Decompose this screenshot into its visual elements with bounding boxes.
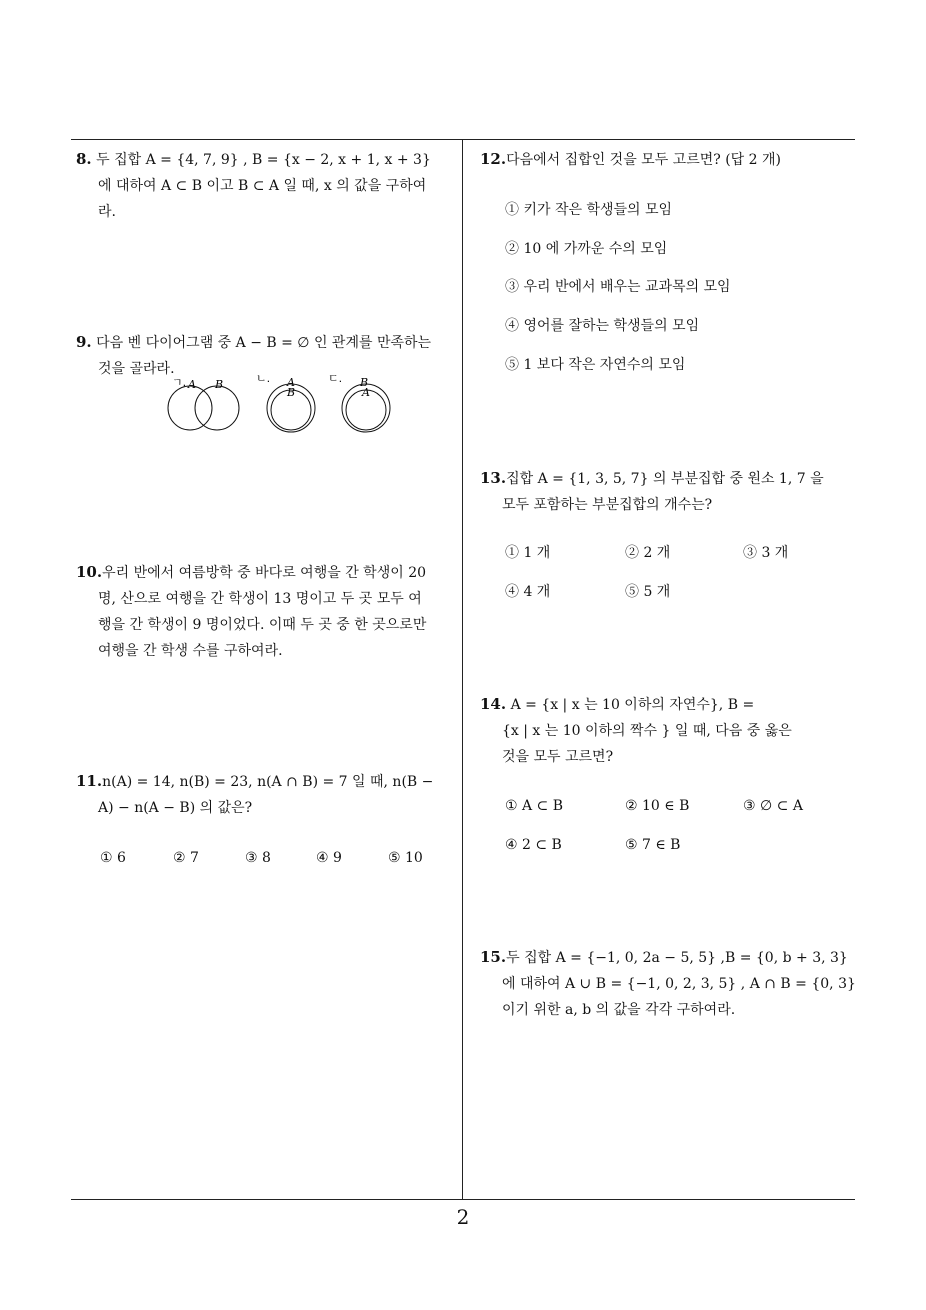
question-text: 이기 위한 a, b 의 값을 각각 구하여라. xyxy=(502,1002,736,1018)
choice-item[interactable]: ④ 영어를 잘하는 학생들의 모임 xyxy=(505,318,700,334)
venn-circle xyxy=(195,386,239,430)
venn-mark: ㄴ. xyxy=(256,372,271,385)
question-number: 8. xyxy=(76,150,92,168)
question-text: 두 집합 A = {4, 7, 9} , B = {x − 2, x + 1, x + 3} xyxy=(96,152,431,168)
choice-item[interactable]: ③ 8 xyxy=(245,850,271,866)
question-text: 에 대하여 A ⊂ B 이고 B ⊂ A 일 때, x 의 값을 구하여 xyxy=(98,178,427,194)
choice-item[interactable]: ① 1 개 xyxy=(505,545,551,561)
q12-choices xyxy=(505,200,855,390)
question-8 xyxy=(76,146,458,225)
choice-item[interactable]: ② 7 xyxy=(173,850,199,866)
venn-mark: ㄱ. xyxy=(172,376,187,389)
choice-item[interactable]: ① 키가 작은 학생들의 모임 xyxy=(505,202,673,218)
q11-choices xyxy=(100,848,460,868)
question-14 xyxy=(480,691,860,770)
question-text: 것을 모두 고르면? xyxy=(502,749,614,765)
venn-label-b: B xyxy=(287,386,296,399)
bottom-rule xyxy=(71,1199,855,1200)
choice-item[interactable]: ⑤ 7 ∈ B xyxy=(625,837,681,853)
column-divider xyxy=(462,139,463,1200)
question-text: 명, 산으로 여행을 간 학생이 13 명이고 두 곳 모두 여 xyxy=(98,591,422,607)
question-11 xyxy=(76,768,458,821)
question-text: 에 대하여 A ∪ B = {−1, 0, 2, 3, 5} , A ∩ B = {0, 3} xyxy=(502,976,856,992)
choice-item[interactable]: ② 10 에 가까운 수의 모임 xyxy=(505,241,668,257)
question-number: 9. xyxy=(76,333,92,351)
question-number: 15. xyxy=(480,948,507,966)
q13-choices xyxy=(505,543,855,603)
question-text: 모두 포함하는 부분집합의 개수는? xyxy=(502,497,713,513)
venn-label-b: A xyxy=(362,386,370,399)
choice-item[interactable]: ⑤ 10 xyxy=(388,850,423,866)
question-number: 13. xyxy=(480,469,507,487)
venn-option-c xyxy=(328,372,390,432)
choice-item[interactable]: ① A ⊂ B xyxy=(505,798,564,814)
choice-item[interactable]: ① 6 xyxy=(100,850,126,866)
choice-item[interactable]: ② 2 개 xyxy=(625,545,671,561)
question-text: 라. xyxy=(98,204,116,220)
top-rule xyxy=(71,139,855,140)
question-10 xyxy=(76,559,458,664)
choice-item[interactable]: ③ ∅ ⊂ A xyxy=(743,798,803,814)
question-text: n(A) = 14, n(B) = 23, n(A ∩ B) = 7 일 때, n(B − xyxy=(102,774,434,790)
choice-item[interactable]: ⑤ 1 보다 작은 자연수의 모임 xyxy=(505,357,686,373)
page-number: 2 xyxy=(456,1205,470,1229)
question-number: 11. xyxy=(76,772,103,790)
question-text: 두 집합 A = {−1, 0, 2a − 5, 5} ,B = {0, b + 3, 3} xyxy=(506,950,848,966)
question-text: 행을 간 학생이 9 명이었다. 이때 두 곳 중 한 곳으로만 xyxy=(98,617,427,633)
choice-item[interactable]: ④ 4 개 xyxy=(505,584,551,600)
question-number: 12. xyxy=(480,150,507,168)
question-text: 집합 A = {1, 3, 5, 7} 의 부분집합 중 원소 1, 7 을 xyxy=(506,471,824,487)
question-text: A = {x | x 는 10 이하의 자연수}, B = xyxy=(510,697,755,713)
venn-label-b: B xyxy=(215,378,224,391)
choice-item[interactable]: ③ 3 개 xyxy=(743,545,789,561)
question-13 xyxy=(480,465,860,518)
question-text: {x | x 는 10 이하의 짝수 } 일 때, 다음 중 옳은 xyxy=(502,723,792,739)
choice-item[interactable]: ③ 우리 반에서 배우는 교과목의 모임 xyxy=(505,279,731,295)
question-text: 다음 벤 다이어그램 중 A − B = ∅ 인 관계를 만족하는 xyxy=(96,335,432,351)
choice-item[interactable]: ⑤ 5 개 xyxy=(625,584,671,600)
venn-option-a xyxy=(168,376,239,430)
question-12 xyxy=(480,146,860,173)
q14-choices xyxy=(505,796,855,856)
venn-mark: ㄷ. xyxy=(328,372,343,385)
question-text: 것을 골라라. xyxy=(98,361,175,377)
question-number: 10. xyxy=(76,563,103,581)
question-number: 14. xyxy=(480,695,507,713)
venn-label-a: B xyxy=(360,376,369,389)
choice-item[interactable]: ④ 9 xyxy=(316,850,342,866)
venn-label-a: A xyxy=(188,378,196,391)
choice-item[interactable]: ④ 2 ⊂ B xyxy=(505,837,562,853)
venn-diagrams xyxy=(160,372,400,434)
question-text: A) − n(A − B) 의 값은? xyxy=(98,800,253,816)
question-text: 다음에서 집합인 것을 모두 고르면? (답 2 개) xyxy=(506,152,781,168)
question-text: 여행을 간 학생 수를 구하여라. xyxy=(98,643,283,659)
question-text: 우리 반에서 여름방학 중 바다로 여행을 간 학생이 20 xyxy=(102,565,427,581)
venn-circle xyxy=(168,386,212,430)
question-15 xyxy=(480,944,860,1023)
venn-label-a: A xyxy=(287,376,295,389)
venn-option-b xyxy=(256,372,315,432)
choice-item[interactable]: ② 10 ∈ B xyxy=(625,798,690,814)
